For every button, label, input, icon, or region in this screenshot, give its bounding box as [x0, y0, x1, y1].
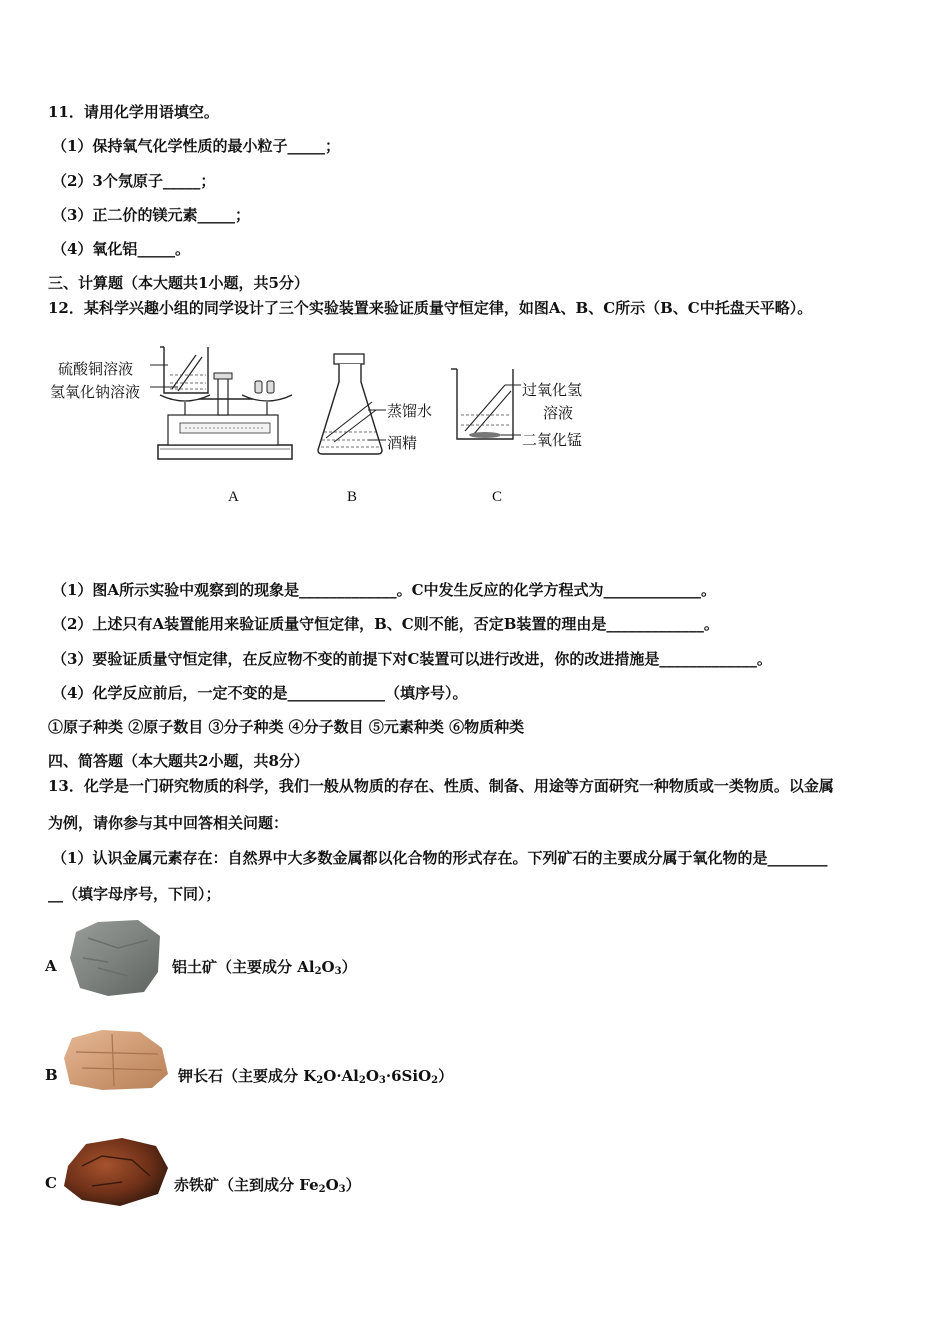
- section-4-heading: 四、简答题（本大题共2小题，共8分）: [48, 752, 309, 770]
- ore-c-end: ）: [345, 1176, 361, 1194]
- caption-c: C: [492, 489, 503, 505]
- q12-item-2: （2）上述只有A装置能用来验证质量守恒定律，B、C则不能，否定B装置的理由是_____________。: [52, 615, 719, 633]
- ore-a-formula-4: 3: [334, 966, 342, 977]
- apparatus-b-flask-figure: [312, 352, 392, 458]
- caption-a: A: [228, 489, 239, 505]
- q12-item-3: （3）要验证质量守恒定律，在反应物不变的前提下对C装置可以进行改进，你的改进措施是_____________。: [52, 650, 772, 668]
- ore-b-name: 钾长石（主要成分: [178, 1067, 304, 1085]
- ore-b-formula-5: O: [365, 1067, 379, 1085]
- label-copper-sulfate-solution: 硫酸铜溶液: [58, 360, 134, 378]
- ore-a-formula-3: O: [321, 958, 335, 976]
- ore-c-formula-4: 3: [338, 1184, 346, 1195]
- ore-b-text: [178, 1065, 453, 1086]
- ore-b-formula-8: 2: [431, 1075, 439, 1086]
- q12-item-4: （4）化学反应前后，一定不变的是_____________（填序号）。: [52, 684, 468, 702]
- ore-b-formula-1: K: [303, 1067, 317, 1085]
- section-3-heading: 三、计算题（本大题共1小题，共5分）: [48, 274, 309, 292]
- feldspar-rock-image: [62, 1028, 172, 1092]
- q13-title-line2: 为例，请你参与其中回答相关问题：: [48, 814, 289, 832]
- ore-c-formula-3: O: [325, 1176, 339, 1194]
- ore-c-name: 赤铁矿（主到成分: [174, 1176, 300, 1194]
- ore-c-letter: C: [45, 1174, 57, 1192]
- q12-item-1: （1）图A所示实验中观察到的现象是_____________。C中发生反应的化学方程式为_____________。: [52, 581, 717, 599]
- q11-item-3: （3）正二价的镁元素_____；: [52, 206, 250, 224]
- ore-c-text: [174, 1174, 361, 1195]
- caption-b: B: [347, 489, 358, 505]
- ore-b-formula-6: 3: [378, 1075, 386, 1086]
- hematite-rock-image: [62, 1136, 172, 1208]
- ore-a-name: 铝土矿（主要成分: [172, 958, 298, 976]
- ore-b-formula-3: O·Al: [323, 1067, 359, 1085]
- ore-b-formula-4: 2: [358, 1075, 366, 1086]
- ore-b-letter: B: [45, 1066, 58, 1084]
- ore-a-formula-2: 2: [314, 966, 322, 977]
- q13-title-line1: 13．化学是一门研究物质的科学，我们一般从物质的存在、性质、制备、用途等方面研究一种物质或一类物质。以金属: [48, 777, 834, 795]
- q12-options: ①原子种类 ②原子数目 ③分子种类 ④分子数目 ⑤元素种类 ⑥物质种类: [48, 718, 525, 736]
- q11-title: 11．请用化学用语填空。: [48, 103, 219, 121]
- label-hydrogen-peroxide: 过氧化氢: [522, 381, 583, 399]
- q11-item-1: （1）保持氧气化学性质的最小粒子_____；: [52, 137, 340, 155]
- q12-title: 12．某科学兴趣小组的同学设计了三个实验装置来验证质量守恒定律，如图A、B、C所示（B、C中托盘天平略）。: [48, 299, 813, 317]
- ore-a-formula-1: Al: [297, 958, 315, 976]
- q11-item-4: （4）氧化铝_____。: [52, 240, 190, 258]
- q11-item-2: （2）3个氖原子_____；: [52, 172, 216, 190]
- bauxite-rock-image: [68, 918, 164, 998]
- q13-item1-line1: （1）认识金属元素存在：自然界中大多数金属都以化合物的形式存在。下列矿石的主要成分属于氧化物的是________: [52, 849, 828, 867]
- label-distilled-water: 蒸馏水: [387, 402, 433, 420]
- label-sodium-hydroxide-solution: 氢氧化钠溶液: [50, 383, 141, 401]
- ore-a-end: ）: [341, 958, 357, 976]
- ore-a-text: [172, 956, 357, 977]
- apparatus-c-beaker-figure: [447, 365, 527, 445]
- q13-item1-line2: __（填字母序号，下同）；: [48, 885, 221, 903]
- apparatus-a-balance-figure: [150, 345, 300, 465]
- ore-b-formula-7: ·6SiO: [385, 1067, 432, 1085]
- label-manganese-dioxide: 二氧化锰: [522, 431, 583, 449]
- label-alcohol: 酒精: [387, 434, 418, 452]
- ore-c-formula-1: Fe: [299, 1176, 319, 1194]
- ore-b-end: ）: [438, 1067, 454, 1085]
- label-solution: 溶液: [543, 404, 574, 422]
- ore-b-formula-2: 2: [316, 1075, 324, 1086]
- ore-c-formula-2: 2: [318, 1184, 326, 1195]
- ore-a-letter: A: [45, 957, 57, 975]
